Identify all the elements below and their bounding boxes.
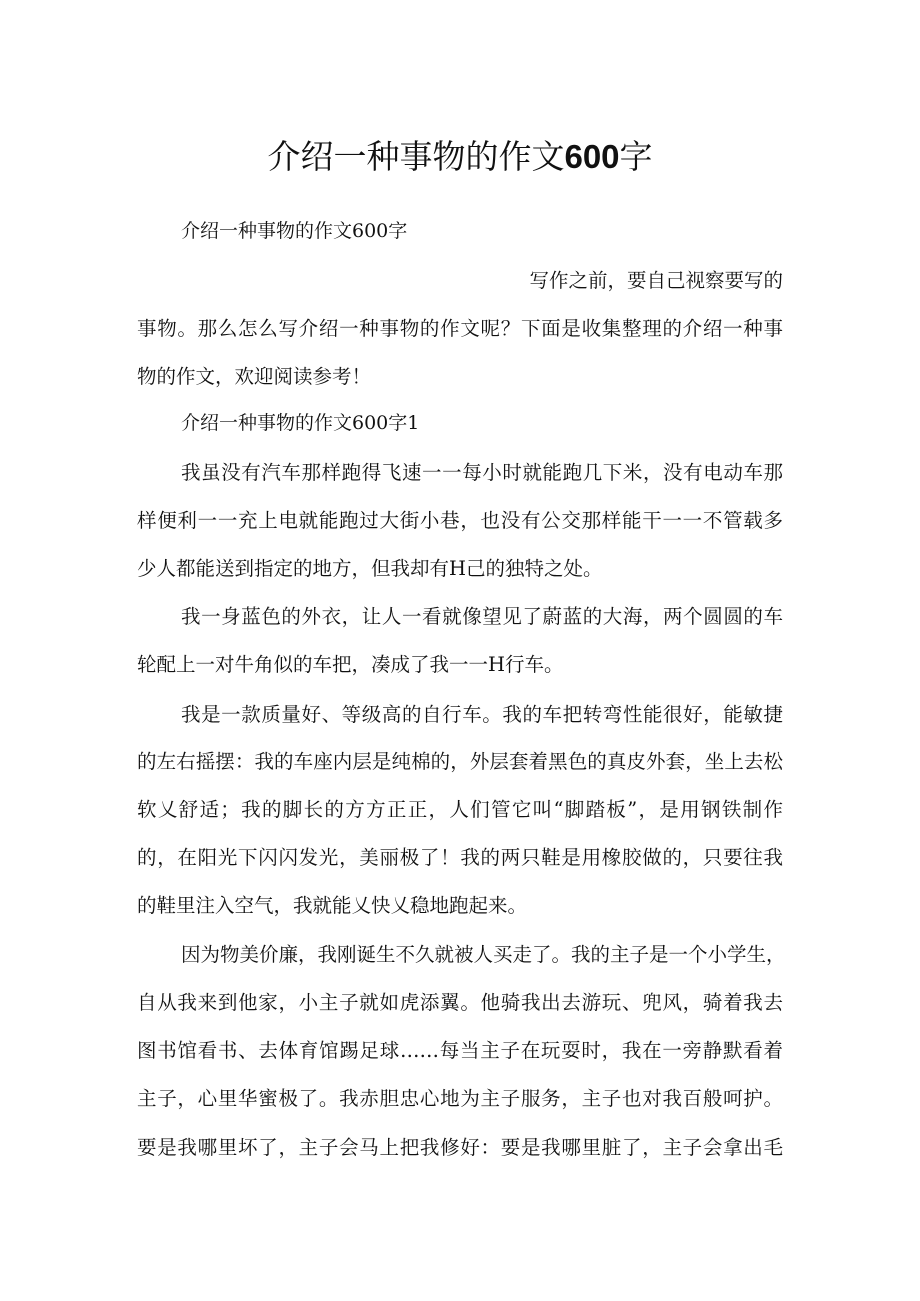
paragraph-line: 的鞋里注入空气，我就能乂快乂稳地跑起来。: [137, 894, 528, 917]
paragraph-line: 的左右摇摆：我的车座内层是纯棉的，外层套着黑色的真皮外套，坐上去松: [137, 750, 783, 773]
paragraph-line: 软乂舒适；我的脚长的方方正正，人们管它叫“脚踏板”，是用钢铁制作: [137, 798, 783, 821]
intro-line: 事物。那么怎么写介绍一种事物的作文呢？下面是收集整理的介绍一种事: [137, 317, 783, 340]
paragraph-line: 我一身蓝色的外衣，让人一看就像望见了蔚蓝的大海，两个圆圆的车: [181, 605, 783, 628]
intro-line: 物的作文，欢迎阅读参考！: [137, 365, 372, 388]
intro-line: 写作之前，要自己视察要写的: [529, 269, 783, 292]
paragraph-line: 样便利一一充上电就能跑过大街小巷，也没有公交那样能干一一不管载多: [137, 509, 783, 532]
paragraph-line: 主子，心里华蜜极了。我赤胆忠心地为主子服务，主子也对我百般呵护。: [137, 1087, 783, 1110]
paragraph-line: 图书馆看书、去体育馆踢足球……每当主子在玩耍时，我在一旁静默看着: [137, 1039, 783, 1062]
paragraph-line: 我是一款质量好、等级高的自行车。我的车把转弯性能很好，能敏捷: [181, 703, 783, 726]
paragraph-line: 轮配上一对牛角似的车把，凑成了我一一H行车。: [137, 653, 564, 676]
paragraph-line: 自从我来到他家，小主子就如虎添翼。他骑我出去游玩、兜风，骑着我去: [137, 991, 783, 1014]
paragraph-line: 因为物美价廉，我刚诞生不久就被人买走了。我的主子是一个小学生，: [181, 943, 786, 966]
document-subtitle: 介绍一种事物的作文600字: [181, 220, 408, 242]
paragraph-line: 要是我哪里坏了，主子会马上把我修好：要是我哪里脏了，主子会拿出毛: [137, 1136, 783, 1159]
paragraph-line: 少人都能送到指定的地方，但我却有H己的独特之处。: [137, 557, 603, 580]
paragraph-line: 的，在阳光下闪闪发光，美丽极了！我的两只鞋是用橡胶做的，只要往我: [137, 846, 783, 869]
paragraph-line: 我虽没有汽车那样跑得飞速一一每小时就能跑几下米，没有电动车那: [181, 461, 783, 484]
document-title: 介绍一种事物的作文600字: [267, 137, 653, 176]
section-heading: 介绍一种事物的作文600字1: [181, 412, 420, 434]
